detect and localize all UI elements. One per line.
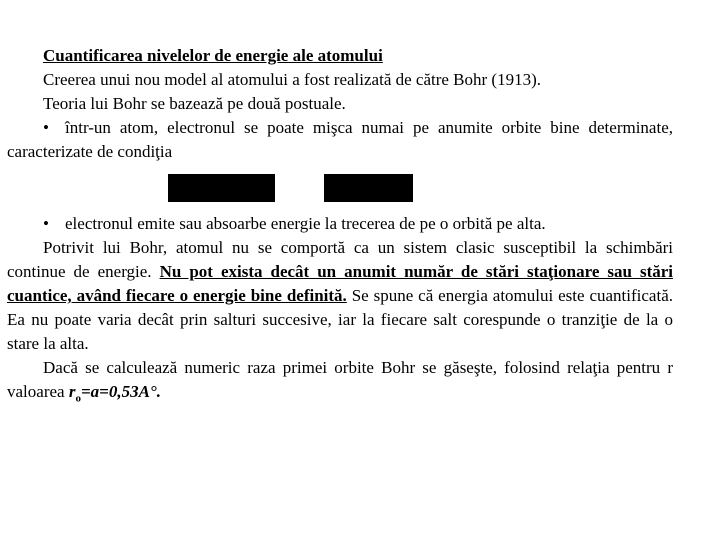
radius-formula: $r_o=a=0,53A^\circ$. (68, 382, 161, 405)
paragraph-postulates: Teoria lui Bohr se bazează pe două postuale. (43, 94, 346, 113)
bullet-icon: • (43, 118, 49, 137)
paragraph-radius: Dacă se calculează numeric raza primei orbite Bohr se găseşte, folosind relaţia pentru r valoarea $r_o=a=0,53A^\circ$. (7, 358, 673, 405)
bullet-item-2: • electronul emite sau absoarbe energie la trecerea de pe o orbită pe alta. (7, 212, 673, 236)
bullet-icon: • (43, 214, 49, 233)
paragraph-bohr: Potrivit lui Bohr, atomul nu se comportă ca un sistem clasic susceptibil la schimbări continue de energie. Nu pot exista decât un anumit număr de stări staţionare sau stări cuantice, având fiecare o energie bine definită. Se spune că energia atomului este cuantificată. Ea nu poate varia decât prin salturi succesive, iar la fiecare salt corespunde o tranziţie de la o stare la alta. (7, 238, 673, 353)
redacted-formula-row (7, 164, 673, 212)
section-title: Cuantificarea nivelelor de energie ale atomului (43, 46, 383, 65)
document-body (7, 44, 673, 410)
redacted-formula-1 (168, 174, 275, 202)
bullet-item-1: • într-un atom, electronul se poate mişca numai pe anumite orbite bine determinate, caracterizate de condiţia (7, 118, 673, 161)
paragraph-intro: Creerea unui nou model al atomului a fost realizată de către Bohr (1913). (43, 70, 542, 89)
redacted-formula-2 (324, 174, 413, 202)
